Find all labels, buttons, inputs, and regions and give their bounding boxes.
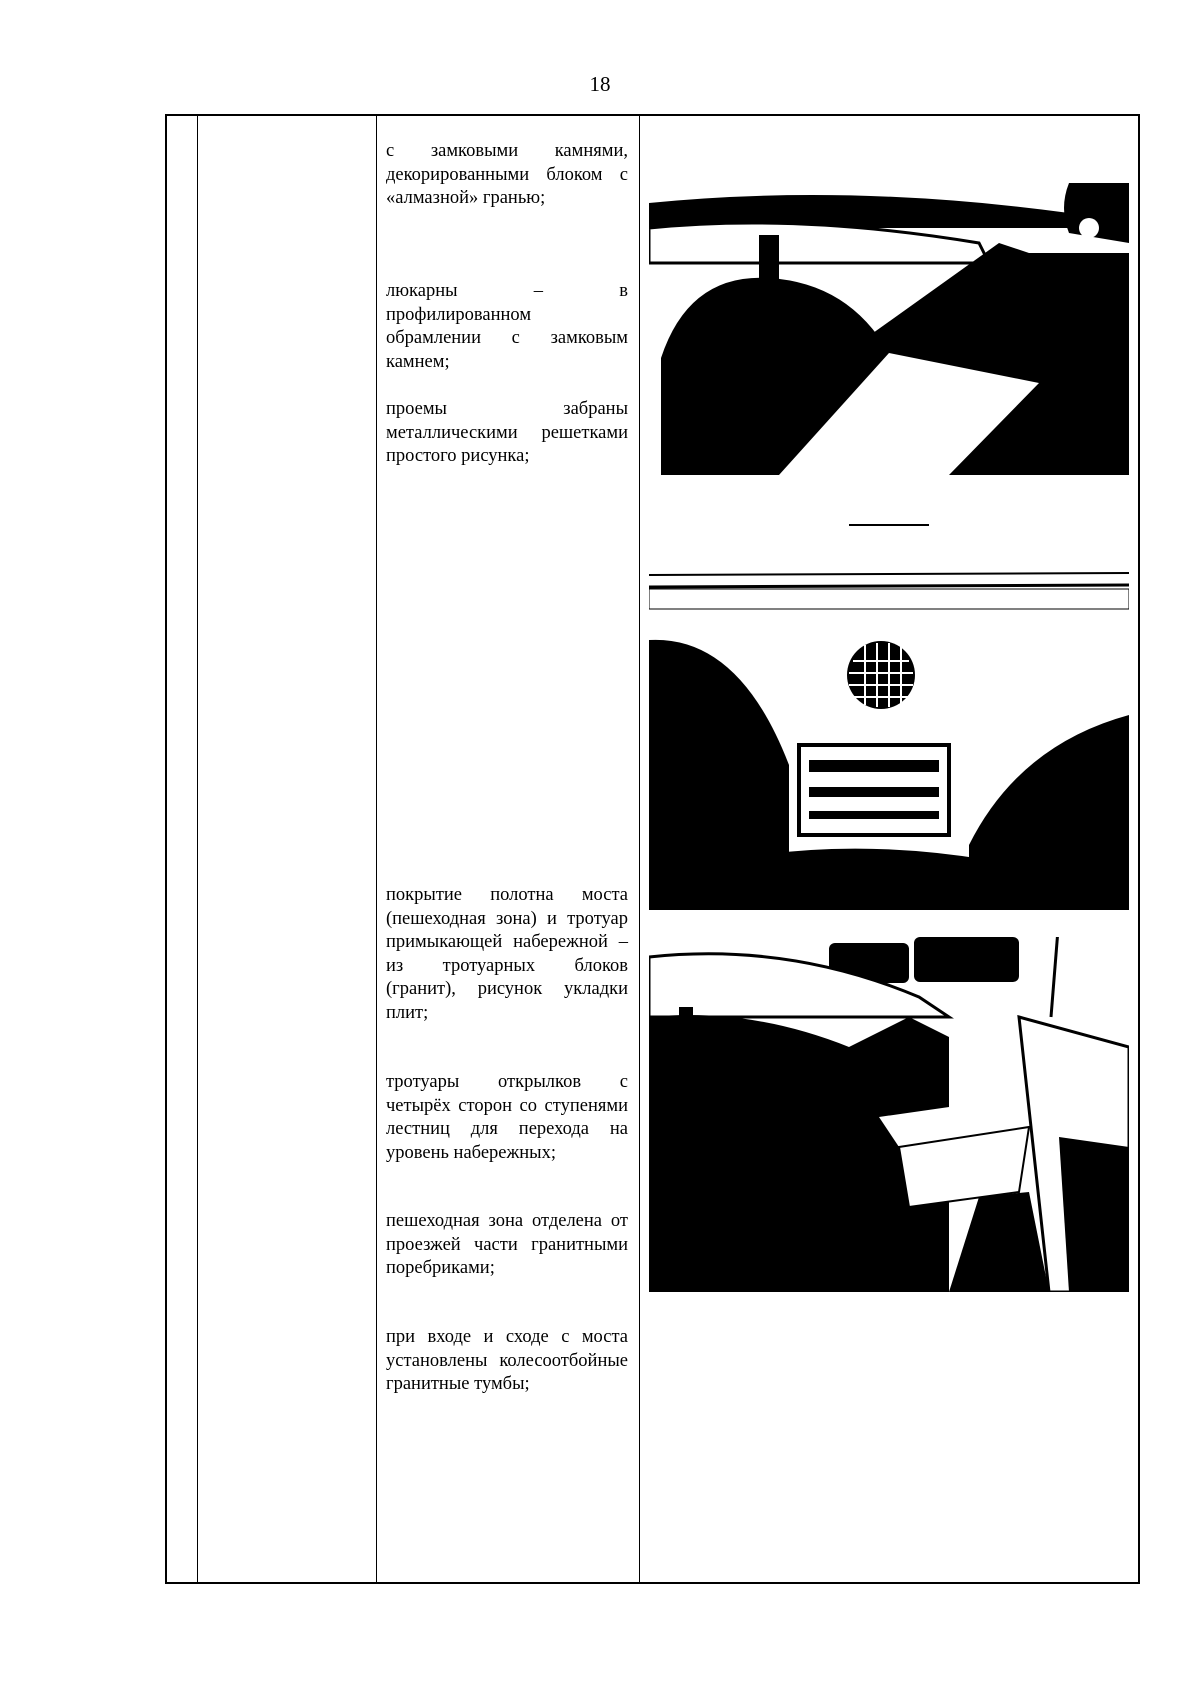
column-divider-2 — [376, 116, 377, 1582]
description-item-bollards: при входе и сходе с моста установлены колесоотбойные гранитные тумбы; — [386, 1327, 628, 1394]
bridge-sidewalk-photo — [649, 937, 1129, 1292]
column-divider-1 — [197, 116, 198, 1582]
description-item-paving: покрытие полотна моста (пешеходная зона) и тротуар примыкающей набережной – из тротуарных блоков (гранит), рисунок укладки плит; — [386, 885, 628, 1023]
bridge-arch-keystone-photo — [649, 183, 1129, 475]
column-divider-3 — [639, 116, 640, 1582]
description-item-lucarnes: люкарны – в профилированном обрамлении с замковым камнем; — [386, 281, 628, 372]
page-number: 18 — [589, 72, 611, 96]
description-item-openings: проемы забраны металлическими решетками простого рисунка; — [386, 399, 628, 466]
bridge-lucarne-grate-photo — [649, 515, 1129, 910]
description-item-keystones: с замковыми камнями, декорированными блоком с «алмазной» гранью; — [386, 141, 628, 208]
description-item-sidewalks: тротуары открылков с четырёх сторон со ступенями лестниц для перехода на уровень набережных; — [386, 1072, 628, 1163]
description-item-curbs: пешеходная зона отделена от проезжей части гранитными поребриками; — [386, 1211, 628, 1278]
